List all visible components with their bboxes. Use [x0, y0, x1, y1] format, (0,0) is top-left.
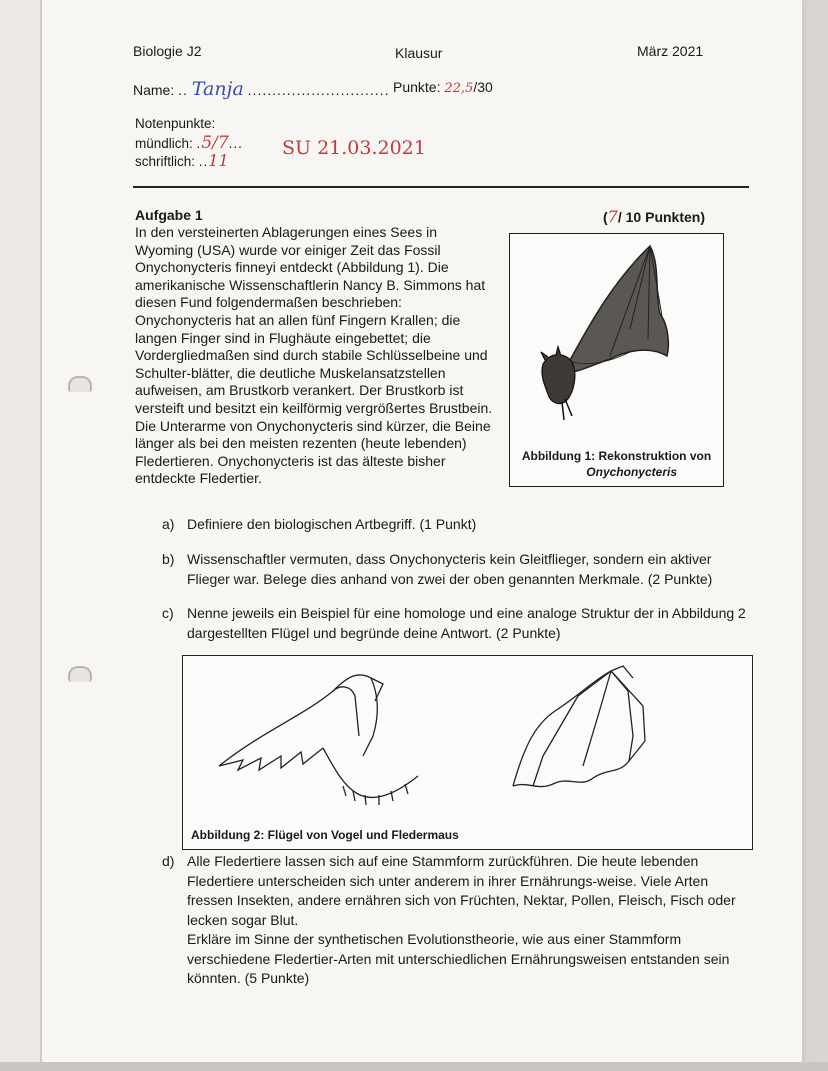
task-d-text	[187, 852, 736, 989]
figure-2-box	[182, 655, 753, 850]
written-grade: 11	[208, 151, 229, 170]
text-line: Vordergliedmaßen sind durch stabile Schlüsselbeine und	[135, 347, 488, 364]
task-score: (7/ 10 Punkten)	[603, 207, 705, 226]
figure-1-caption-line2: Onychonycteris	[586, 465, 677, 479]
punch-hole-icon	[68, 666, 92, 682]
written-label: schriftlich:	[135, 154, 196, 169]
oral-grade: 5/7	[201, 133, 229, 153]
text-line: Fledertieren. Onychonycteris ist das älteste bisher	[135, 452, 446, 469]
text-line: dargestellten Flügel und begründe deine Antwort. (2 Punkte)	[187, 624, 561, 641]
text-line: lecken sogar Blut.	[187, 911, 299, 928]
text-line: Wissenschaftler vermuten, dass Onychonycteris kein Gleitflieger, sondern ein aktiver	[187, 551, 712, 567]
subject-label: Biologie J2	[133, 43, 202, 59]
figure-1-caption-line1: Abbildung 1: Rekonstruktion von	[521, 449, 712, 463]
task-a-text: Definiere den biologischen Artbegriff. (1 Punkt)	[187, 516, 477, 532]
teacher-signature-date: SU 21.03.2021	[282, 137, 426, 159]
bat-reconstruction-icon	[510, 234, 723, 439]
student-name: Tanja	[191, 78, 244, 100]
text-line: amerikanische Wissenschaftlerin Nancy B. Simmons hat	[135, 276, 486, 293]
text-line: länger als bei den meisten rezenten (heute lebenden)	[135, 435, 467, 452]
text-line: Onychonycteris hat an allen fünf Fingern Krallen; die	[135, 311, 461, 328]
text-line: Flieger war. Belege dies anhand von zwei der oben genannten Merkmale. (2 Punkte)	[187, 570, 713, 587]
task-b-label: b)	[162, 551, 175, 567]
points-total: 30	[477, 79, 493, 95]
figure-2-caption: Abbildung 2: Flügel von Vogel und Fledermaus	[191, 828, 459, 842]
task-score-suffix: / 10 Punkten)	[617, 209, 705, 225]
exam-type-label: Klausur	[395, 45, 443, 61]
oral-label: mündlich:	[135, 136, 193, 151]
task-title: Aufgabe 1	[135, 207, 203, 223]
text-line: Die Unterarme von Onychonycteris sind kürzer, die Beine	[135, 417, 491, 434]
header-divider	[133, 186, 749, 188]
text-line: versteift und besitzt ein keilförmig vergrößertes Brustbein.	[135, 399, 493, 416]
task-d-label: d)	[162, 853, 175, 869]
text-line: Wyoming (USA) wurde vor einiger Zeit das Fossil	[135, 241, 441, 258]
task-c-text	[187, 604, 746, 643]
text-line: Onychonycteris finneyi entdeckt (Abbildung 1). Die	[135, 259, 449, 276]
exam-date: März 2021	[637, 43, 704, 59]
text-line: entdeckte Fledertier.	[135, 470, 262, 487]
name-field: Name: .. Tanja .............................	[133, 78, 390, 100]
text-line: langen Finger sind in Flughäute eingebettet; die	[135, 329, 431, 346]
bird-wing-icon	[219, 675, 418, 805]
bat-wing-icon	[513, 666, 645, 787]
bird-and-bat-wing-icon	[183, 656, 752, 821]
task1-intro-text	[135, 224, 497, 488]
page-left-edge	[0, 0, 42, 1071]
text-line: In den versteinerten Ablagerungen eines Sees in	[135, 224, 437, 240]
text-line: fressen Insekten, andere ernähren sich von Früchten, Nektar, Pollen, Fleisch, Fisch oder	[187, 892, 736, 908]
figure-1-box	[509, 233, 724, 487]
text-line: Schulter-blätter, die deutliche Muskelansatzstellen	[135, 364, 446, 381]
points-label: Punkte:	[393, 79, 441, 95]
grades-label: Notenpunkte:	[135, 116, 216, 131]
name-label: Name:	[133, 82, 175, 98]
oral-grade-field: mündlich: .5/7...	[135, 133, 243, 153]
text-line: Alle Fledertiere lassen sich auf eine Stammform zurückführen. Die heute lebenden	[187, 853, 699, 869]
points-value: 22,5	[444, 81, 474, 96]
text-line: Nenne jeweils ein Beispiel für eine homologe und eine analoge Struktur der in Abbildung 2	[187, 605, 746, 621]
text-line: könnten. (5 Punkte)	[187, 970, 310, 986]
punch-hole-icon	[68, 376, 92, 392]
text-line: Fledertiere unterscheiden sich unter anderem in ihrer Ernährungs-weise. Viele Arten	[187, 872, 709, 889]
text-line: verschiedene Fledertier-Arten mit unterschiedlichen Ernährungsweisen entstanden sein	[187, 950, 730, 967]
task-c-label: c)	[162, 605, 174, 621]
task-a-label: a)	[162, 516, 175, 532]
written-grade-field: schriftlich: ..11	[135, 151, 229, 170]
text-line: diesen Fund folgendermaßen beschrieben:	[135, 294, 402, 311]
task-score-value: 7	[607, 207, 618, 226]
text-line: Erkläre im Sinne der synthetischen Evolutionstheorie, wie aus einer Stammform	[187, 931, 682, 947]
page-bottom-edge	[0, 1062, 828, 1071]
task-b-text	[187, 550, 712, 589]
points-field: Punkte: 22,5/30	[393, 79, 493, 96]
text-line: aufweisen, am Brustkorb verankert. Der Brustkorb ist	[135, 382, 464, 399]
